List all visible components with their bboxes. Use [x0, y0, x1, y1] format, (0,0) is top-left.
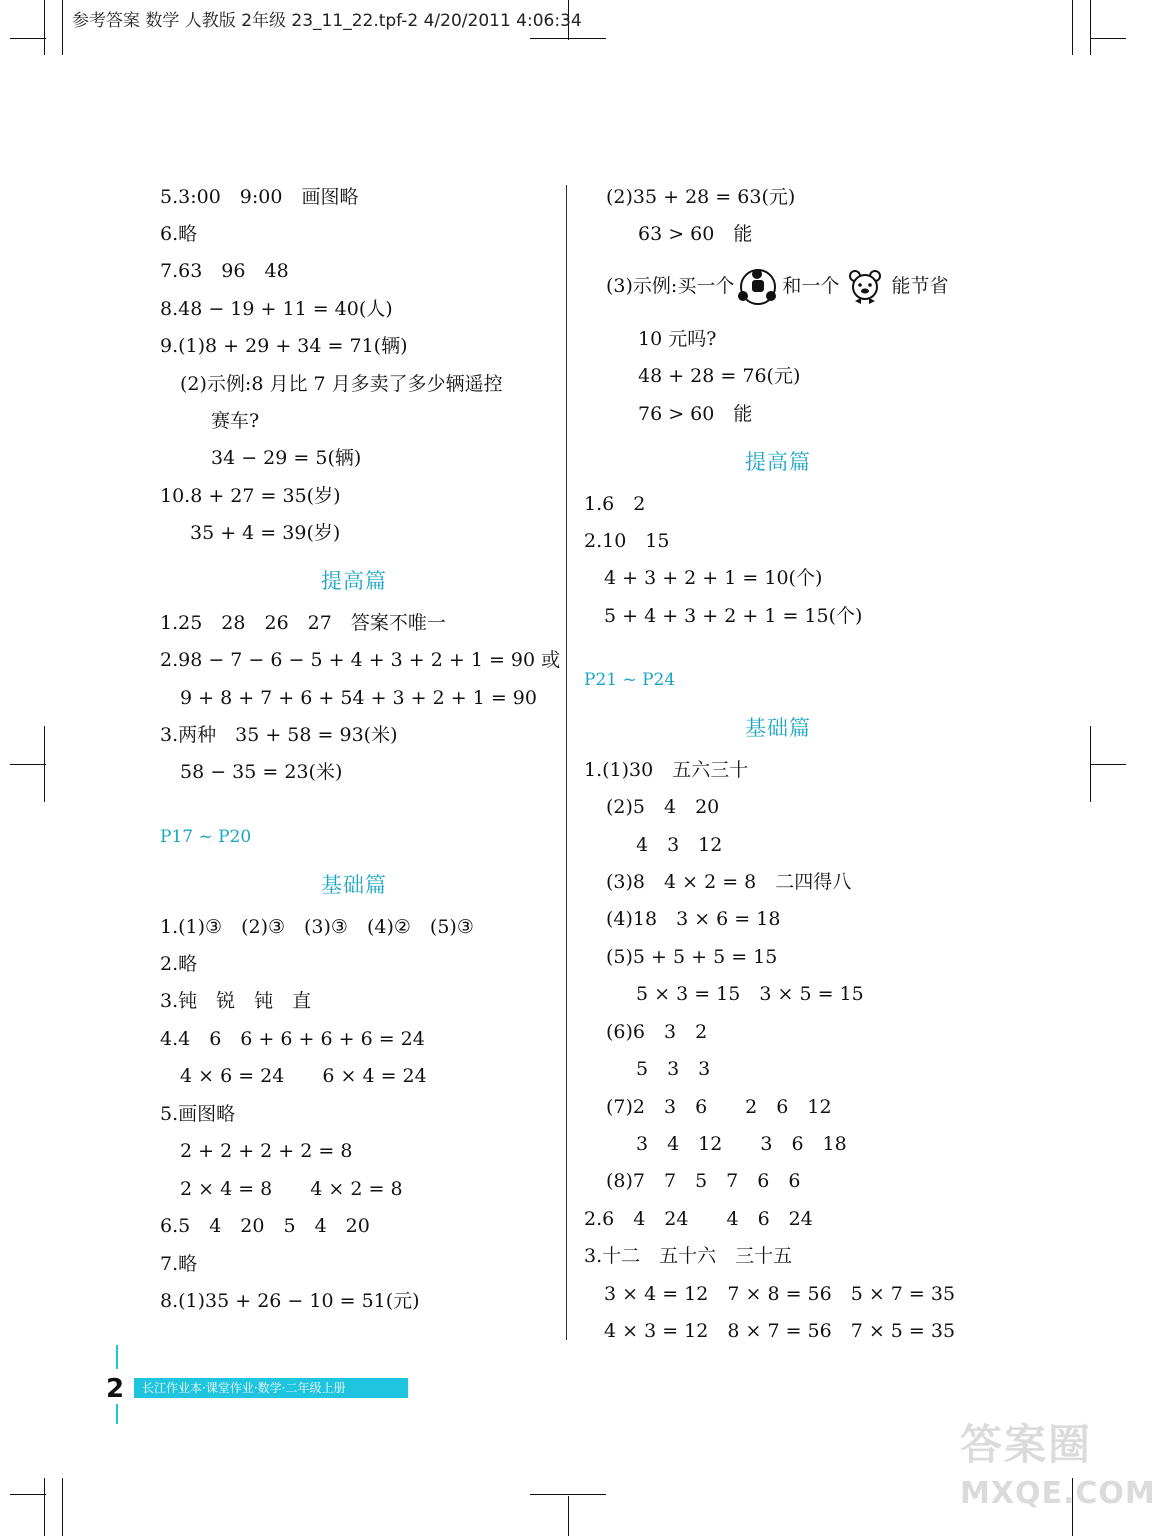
- section-heading: 基础篇: [745, 716, 811, 740]
- answer-line: 48 + 28 = 76(元): [638, 365, 801, 387]
- footer-series-bar: 长江作业本·课堂作业·数学·二年级上册: [134, 1378, 408, 1398]
- answer-line: 10 元吗?: [638, 328, 717, 350]
- answer-line: 7.63 96 48: [160, 260, 289, 282]
- page-range: P21 ~ P24: [584, 670, 676, 690]
- watermark-title: 答案圈: [960, 1420, 1093, 1469]
- answer-line: (3)8 4 × 2 = 8 二四得八: [606, 871, 852, 893]
- answer-line: 3 4 12 3 6 18: [636, 1133, 847, 1155]
- answer-line: 5.画图略: [160, 1103, 236, 1125]
- answer-line: (2)示例:8 月比 7 月多卖了多少辆遥控: [180, 373, 503, 395]
- answer-line: 7.略: [160, 1253, 198, 1275]
- answer-line: 2 + 2 + 2 + 2 = 8: [180, 1140, 353, 1162]
- answer-line: 2.98 − 7 − 6 − 5 + 4 + 3 + 2 + 1 = 90 或: [160, 649, 561, 671]
- answer-line: 5 + 4 + 3 + 2 + 1 = 15(个): [604, 605, 863, 627]
- crop-mark: [10, 1494, 46, 1495]
- page-number: 2: [106, 1374, 125, 1404]
- crop-mark: [10, 38, 46, 39]
- answer-line: 3.钝 锐 钝 直: [160, 990, 312, 1012]
- crop-mark: [44, 0, 45, 55]
- answer-line: 3 × 4 = 12 7 × 8 = 56 5 × 7 = 35: [604, 1283, 956, 1305]
- answer-line: 9 + 8 + 7 + 6 + 54 + 3 + 2 + 1 = 90: [180, 687, 537, 709]
- crop-mark: [530, 1494, 606, 1495]
- answer-line: 3.两种 35 + 58 = 93(米): [160, 724, 398, 746]
- watermark-url: MXQE.COM: [960, 1476, 1156, 1511]
- answer-text: (3)示例:买一个: [606, 275, 735, 297]
- answer-line: 5.3:00 9:00 画图略: [160, 186, 359, 208]
- answer-line: 4 × 3 = 12 8 × 7 = 56 7 × 5 = 35: [604, 1320, 956, 1342]
- crop-mark: [10, 764, 46, 765]
- answer-line: 2.略: [160, 953, 198, 975]
- answer-line: 1.25 28 26 27 答案不唯一: [160, 612, 446, 634]
- crop-mark: [1072, 0, 1073, 55]
- answer-line: 1.(1)30 五六三十: [584, 759, 749, 781]
- section-heading: 提高篇: [321, 569, 387, 593]
- answer-line: 2.10 15: [584, 530, 670, 552]
- answer-line: 4.4 6 6 + 6 + 6 + 6 = 24: [160, 1028, 425, 1050]
- answer-line: (4)18 3 × 6 = 18: [606, 908, 781, 930]
- answer-line: (6)6 3 2: [606, 1021, 708, 1043]
- crop-mark: [62, 0, 63, 55]
- answer-line: 2.6 4 24 4 6 24: [584, 1208, 813, 1230]
- answer-line: 8.(1)35 + 26 − 10 = 51(元): [160, 1290, 420, 1312]
- answer-line: 5 × 3 = 15 3 × 5 = 15: [636, 983, 864, 1005]
- crop-mark: [62, 1478, 63, 1536]
- answer-line: 58 − 35 = 23(米): [180, 761, 343, 783]
- page-marker-line: [116, 1404, 118, 1424]
- answer-line: 6.5 4 20 5 4 20: [160, 1215, 370, 1237]
- answer-line: 2 × 4 = 8 4 × 2 = 8: [180, 1178, 403, 1200]
- answer-line: (5)5 + 5 + 5 = 15: [606, 946, 778, 968]
- answer-line: 10.8 + 27 = 35(岁): [160, 485, 341, 507]
- crop-mark: [44, 1478, 45, 1536]
- answer-line: 1.(1)③ (2)③ (3)③ (4)② (5)③: [160, 916, 474, 938]
- answer-line: 4 × 6 = 24 6 × 4 = 24: [180, 1065, 427, 1087]
- answer-line: 1.6 2: [584, 493, 646, 515]
- crop-mark: [1090, 0, 1091, 55]
- section-heading: 基础篇: [321, 873, 387, 897]
- answer-line-with-images: [606, 266, 949, 307]
- answer-line: 6.略: [160, 223, 198, 245]
- answer-line: 8.48 − 19 + 11 = 40(人): [160, 298, 393, 320]
- answer-text: 能节省: [891, 275, 949, 297]
- page-marker-line: [116, 1345, 118, 1369]
- page-range: P17 ~ P20: [160, 827, 252, 847]
- answer-line: (2)35 + 28 = 63(元): [606, 186, 796, 208]
- crop-mark: [1090, 38, 1126, 39]
- answer-line: (8)7 7 5 7 6 6: [606, 1170, 801, 1192]
- column-divider: [566, 185, 567, 1340]
- answer-line: 63 > 60 能: [638, 223, 753, 245]
- section-heading: 提高篇: [745, 450, 811, 474]
- answer-line: 35 + 4 = 39(岁): [190, 522, 341, 544]
- answer-line: 赛车?: [211, 410, 260, 432]
- crop-mark: [568, 1496, 569, 1536]
- crop-mark: [1090, 764, 1126, 765]
- answer-line: 5 3 3: [636, 1058, 711, 1080]
- answer-line: 76 > 60 能: [638, 403, 753, 425]
- answer-line: (2)5 4 20: [606, 796, 720, 818]
- answer-line: 34 − 29 = 5(辆): [211, 447, 362, 469]
- answer-line: 4 3 12: [636, 834, 723, 856]
- answer-text: 和一个: [782, 275, 840, 297]
- answer-line: (7)2 3 6 2 6 12: [606, 1096, 832, 1118]
- answer-line: 3.十二 五十六 三十五: [584, 1245, 793, 1267]
- watermark: [960, 1412, 1156, 1522]
- answer-line: 4 + 3 + 2 + 1 = 10(个): [604, 567, 823, 589]
- soccer-ball-icon: [740, 269, 776, 305]
- file-header: 参考答案 数学 人教版 2年级 23_11_22.tpf-2 4/20/2011 4:06:34: [72, 11, 582, 31]
- answer-line: 9.(1)8 + 29 + 34 = 71(辆): [160, 335, 408, 357]
- teddy-bear-icon: [845, 267, 885, 307]
